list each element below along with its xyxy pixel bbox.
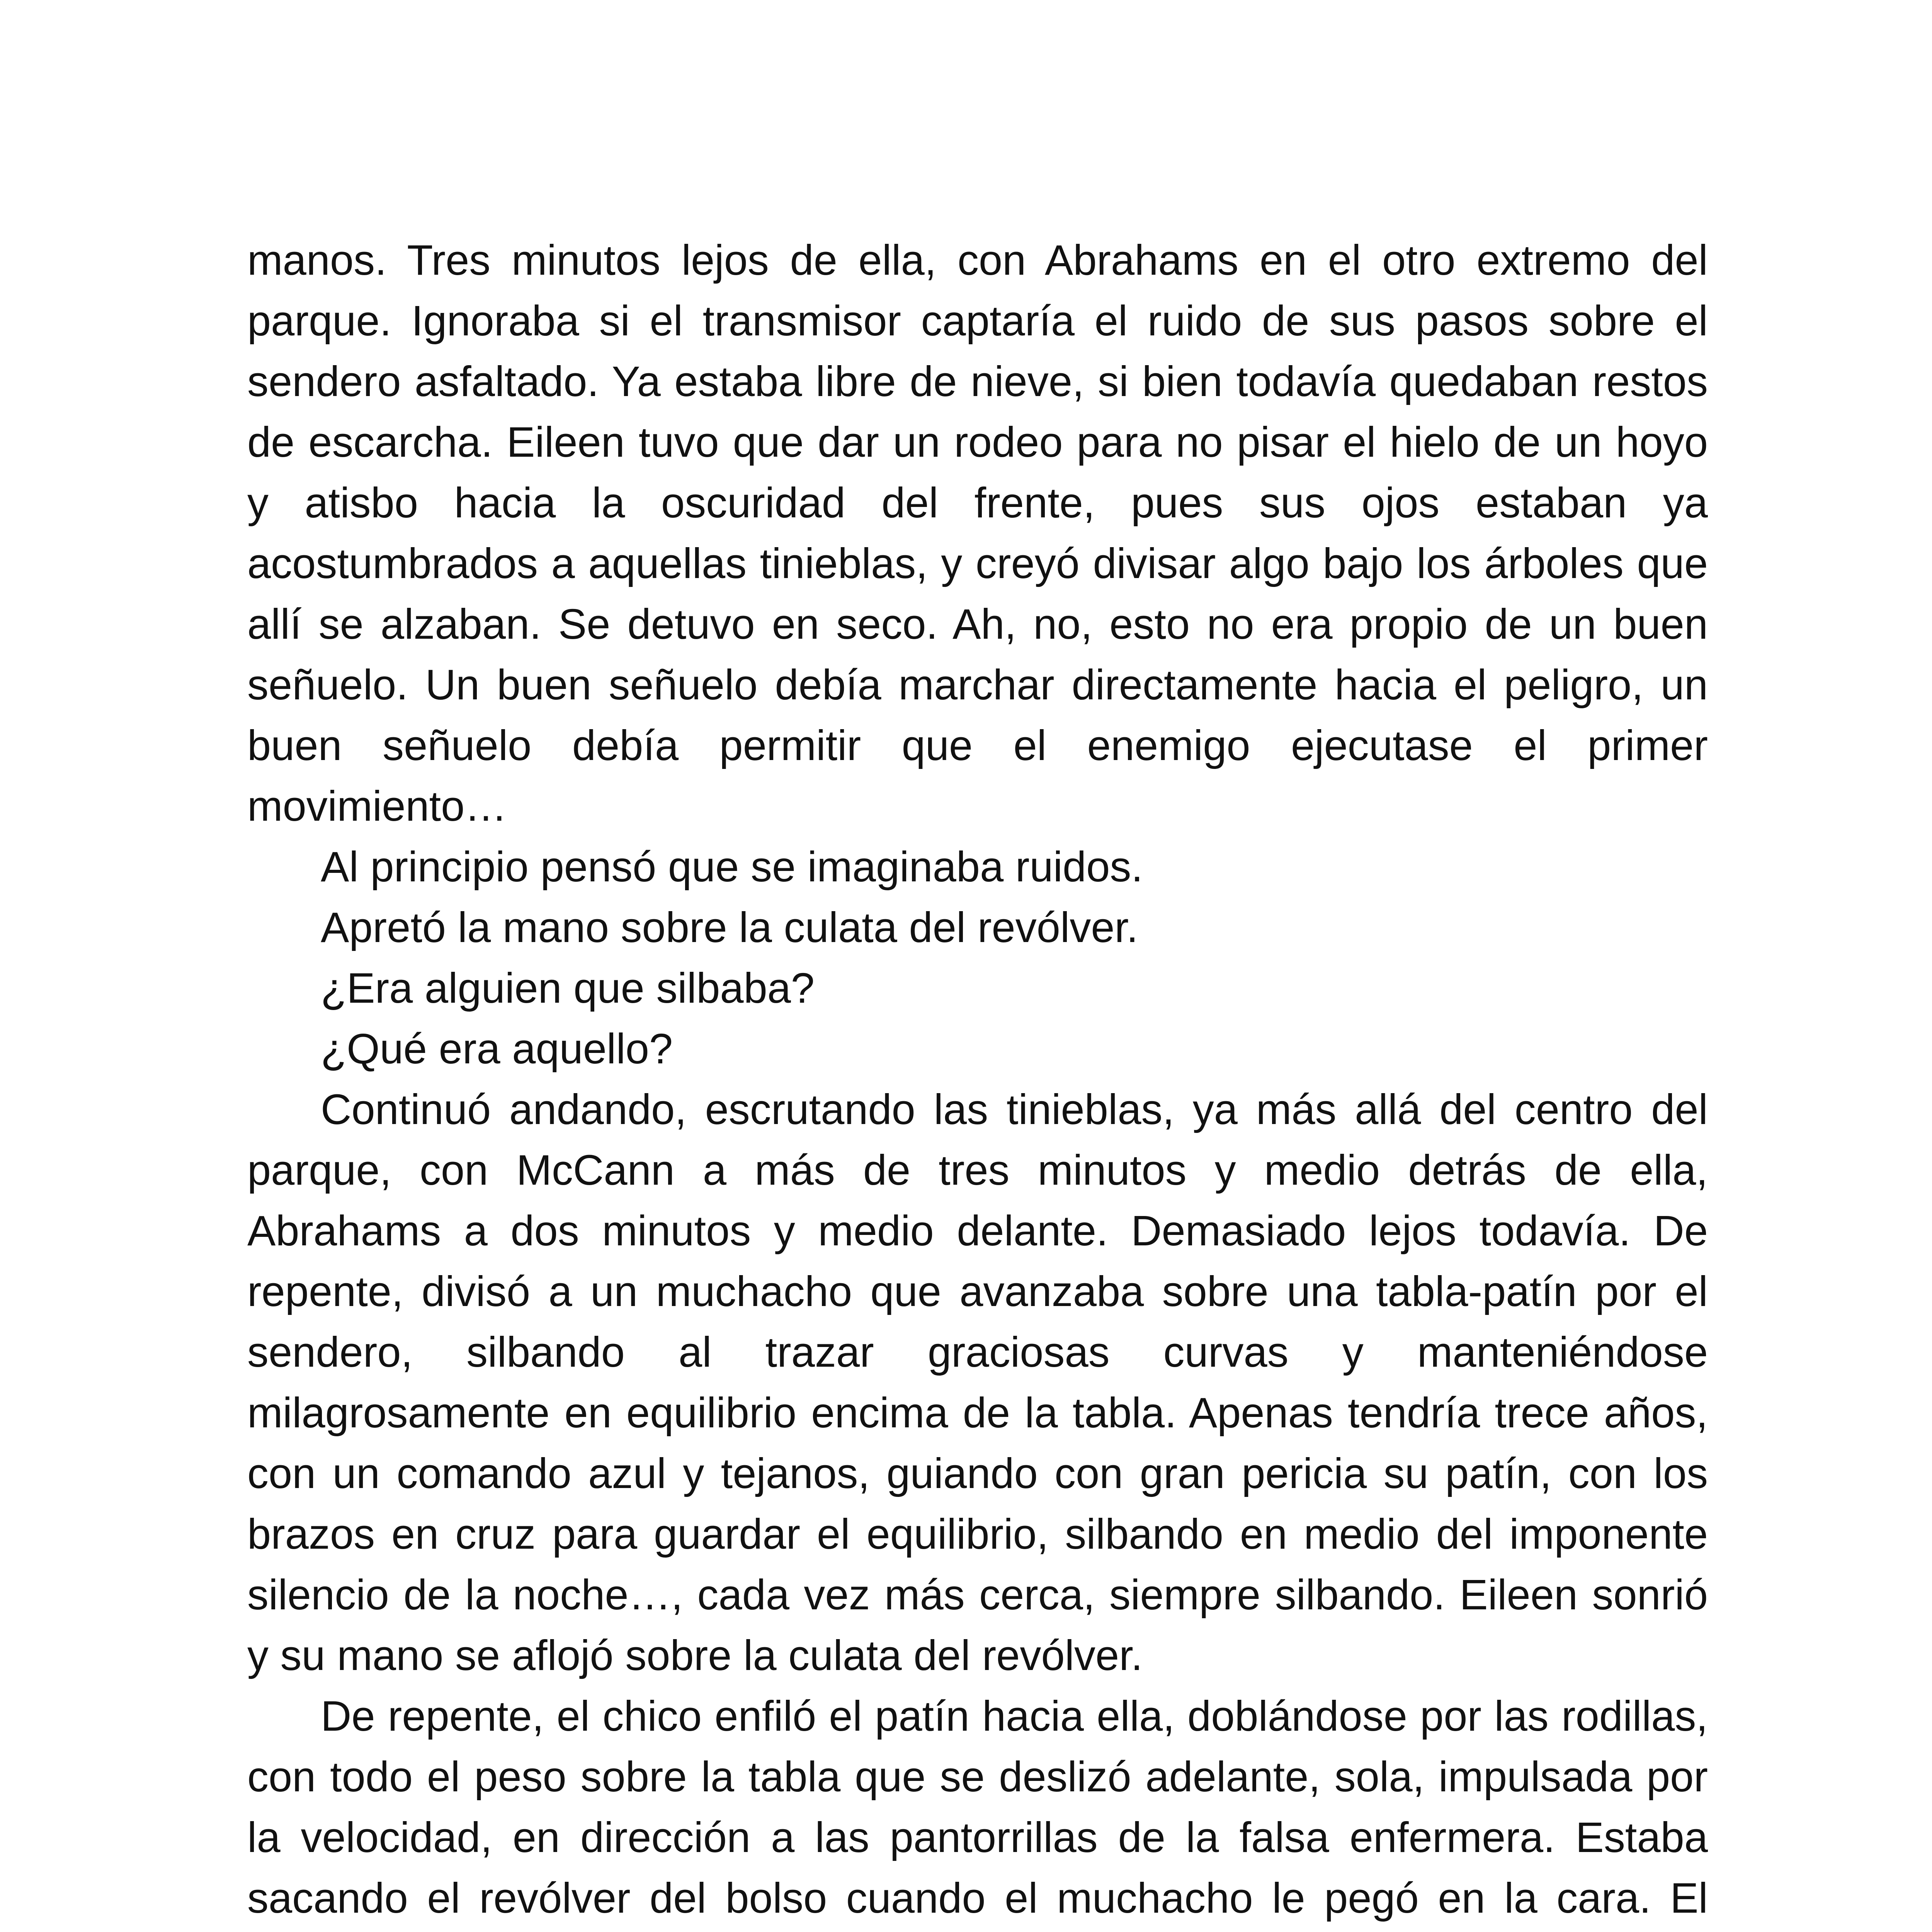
paragraph-1: manos. Tres minutos lejos de ella, con Abrahams en el otro extremo del parque. Ignoraba si el transmisor captaría el ruido de sus pasos sobre el sendero asfaltado. Ya estaba libre de nieve, si bien todavía quedaban restos de escarcha. Eileen tuvo que dar un rodeo para no pisar el hielo de un hoyo y atisbo hacia la oscuridad del frente, pues sus ojos estaban ya acostumbrados a aquellas tinieblas, y creyó divisar algo bajo los árboles que allí se alzaban. Se detuvo en seco. Ah, no, esto no era propio de un buen señuelo. Un buen señuelo debía marchar directamente hacia el peligro, un buen señuelo debía permitir que el enemigo ejecutase el primer movimiento… <box>247 236 1708 830</box>
paragraph-3: Apretó la mano sobre la culata del revólver. <box>321 904 1138 951</box>
paragraph-6: Continuó andando, escrutando las tinieblas, ya más allá del centro del parque, con McCann a más de tres minutos y medio detrás de ella, Abrahams a dos minutos y medio delante. Demasiado lejos todavía. De repente, divisó a un muchacho que avanzaba sobre una tabla-patín por el sendero, silbando al trazar graciosas curvas y manteniéndose milagrosamente en equilibrio encima de la tabla. Apenas tendría trece años, con un comando azul y tejanos, guiando con gran pericia su patín, con los brazos en cruz para guardar el equilibrio, silbando en medio del imponente silencio de la noche…, cada vez más cerca, siempre silbando. Eileen sonrió y su mano se aflojó sobre la culata del revólver. <box>247 1086 1708 1679</box>
paragraph-7-text-start: De repente, el chico enfiló el patín hacia ella, doblándose por las rodillas, con todo el peso sobre la tabla que se deslizó adelante, sola, impulsada por la velocidad, en dirección a las pantorrillas de la falsa enfermera. Estaba sacando el revólver del bolso cuando el muchacho le pegó en la cara. El <box>247 1692 1708 1922</box>
paragraph-2: Al principio pensó que se imaginaba ruidos. <box>321 843 1143 891</box>
paragraph-7 <box>247 1686 1708 1932</box>
paragraph-4: ¿Era alguien que silbaba? <box>321 964 815 1012</box>
paragraph-5: ¿Qué era aquello? <box>321 1025 673 1073</box>
page-body <box>247 230 1708 1932</box>
